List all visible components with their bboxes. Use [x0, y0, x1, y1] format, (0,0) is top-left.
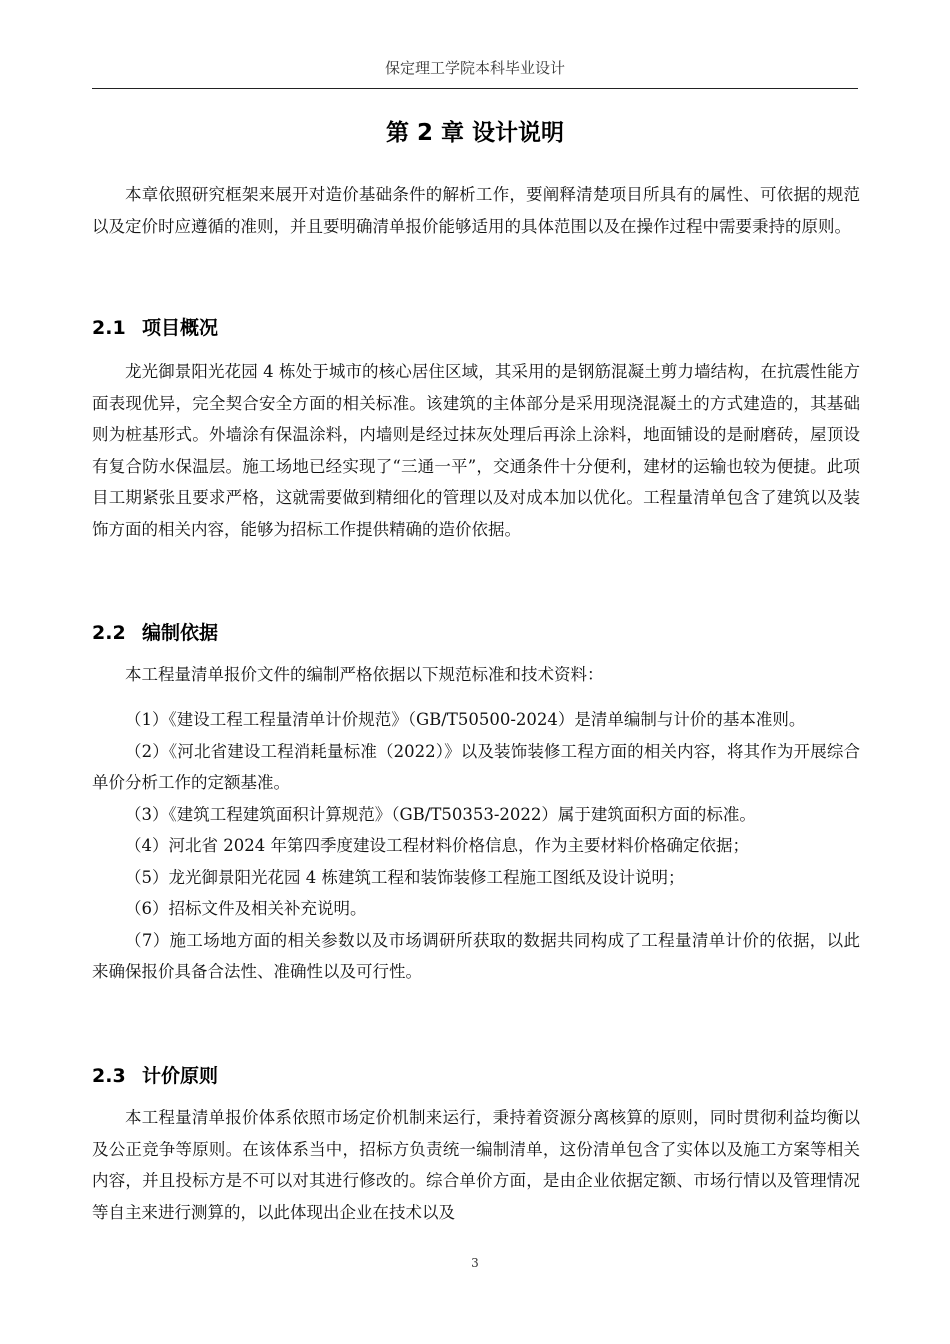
- section-heading: [92, 1062, 860, 1090]
- section-2-2: [92, 619, 860, 647]
- chapter-intro: 本章依照研究框架来展开对造价基础条件的解析工作，要阐释清楚项目所具有的属性、可依据的规范以及定价时应遵循的准则，并且要明确清单报价能够适用的具体范围以及在操作过程中需要秉持的原则。: [92, 185, 860, 236]
- body-paragraph: 本工程量清单报价文件的编制严格依据以下规范标准和技术资料：: [125, 665, 604, 684]
- section-heading: [92, 314, 860, 342]
- list-item: （7）施工场地方面的相关参数以及市场调研所获取的数据共同构成了工程量清单计价的依据，以此来确保报价具备合法性、准确性以及可行性。: [92, 930, 860, 981]
- body-paragraph: 龙光御景阳光花园 4 栋处于城市的核心居住区域，其采用的是钢筋混凝土剪力墙结构，在抗震性能方面表现优异，完全契合安全方面的相关标准。该建筑的主体部分是采用现浇混凝土的方式建造的，其基础则为桩基形式。外墙涂有保温涂料，内墙则是经过抹灰处理后再涂上涂料，地面铺设的是耐磨砖，屋顶设有复合防水保温层。施工场地已经实现了“三通一平”，交通条件十分便利，建材的运输也较为便捷。此项目工期紧张且要求严格，这就需要做到精细化的管理以及对成本加以优化。工程量清单包含了建筑以及装饰方面的相关内容，能够为招标工作提供精确的造价依据。: [92, 362, 860, 539]
- list-item: （3）《建筑工程建筑面积计算规范》（GB/T50353-2022）属于建筑面积方面的标准。: [125, 804, 756, 824]
- section-title: 编制依据: [142, 622, 219, 644]
- section-title: 项目概况: [142, 317, 219, 339]
- chapter-title: 第 2 章 设计说明: [385, 120, 565, 146]
- body-paragraph: 本工程量清单报价体系依照市场定价机制来运行，秉持着资源分离核算的原则，同时贯彻利益均衡以及公正竞争等原则。在该体系当中，招标方负责统一编制清单，这份清单包含了实体以及施工方案等相关内容，并且投标方是不可以对其进行修改的。综合单价方面，是由企业依据定额、市场行情以及管理情况等自主来进行测算的，以此体现出企业在技术以及: [92, 1108, 860, 1222]
- section-number: 2.2: [92, 622, 126, 644]
- section-title: 计价原则: [142, 1065, 219, 1087]
- section-2-3: [92, 1062, 860, 1090]
- list-item: （5）龙光御景阳光花园 4 栋建筑工程和装饰装修工程施工图纸及设计说明；: [125, 867, 685, 887]
- list-item: （1）《建设工程工程量清单计价规范》（GB/T50500-2024）是清单编制与计价的基本准则。: [125, 710, 806, 729]
- chapter-intro-block: [92, 179, 860, 242]
- section-2-1: [92, 314, 860, 342]
- section-number: 2.3: [92, 1065, 126, 1087]
- list-item: （2）《河北省建设工程消耗量标准（2022）》以及装饰装修工程方面的相关内容，将其作为开展综合单价分析工作的定额基准。: [92, 741, 860, 792]
- header-divider: [92, 88, 858, 89]
- basis-list: [92, 704, 860, 988]
- running-header: 保定理工学院本科毕业设计: [384, 59, 565, 77]
- section-2-3-body: [92, 1102, 860, 1228]
- section-heading: [92, 619, 860, 647]
- page-number: 3: [471, 1256, 479, 1270]
- section-2-2-body: [92, 659, 860, 691]
- list-item: （6）招标文件及相关补充说明。: [125, 899, 367, 918]
- section-number: 2.1: [92, 317, 126, 339]
- list-item: （4）河北省 2024 年第四季度建设工程材料价格信息，作为主要材料价格确定依据；: [125, 836, 749, 855]
- section-2-1-body: [92, 356, 860, 545]
